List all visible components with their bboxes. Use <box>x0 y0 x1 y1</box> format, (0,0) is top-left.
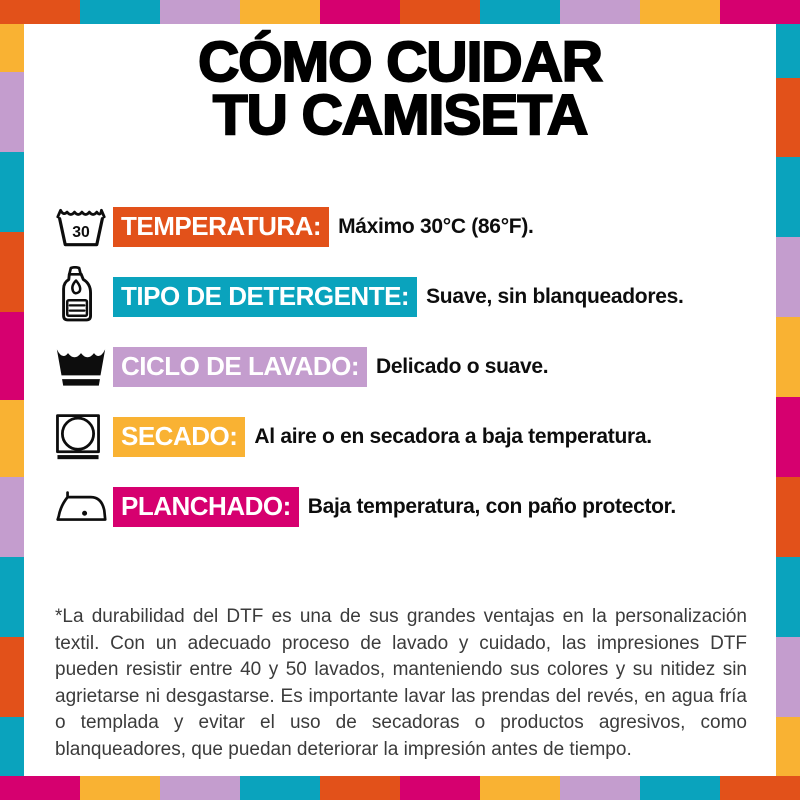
border-square <box>776 637 800 717</box>
detergent-bottle-icon <box>55 272 113 322</box>
care-row-temperatura <box>55 205 755 249</box>
border-square <box>776 317 800 397</box>
border-square <box>160 776 240 800</box>
border-square <box>400 776 480 800</box>
border-square <box>0 776 80 800</box>
care-row-detergente <box>55 275 755 319</box>
border-square <box>0 232 24 312</box>
border-square <box>0 400 24 477</box>
border-square <box>0 152 24 232</box>
care-description: Al aire o en secadora a baja temperatura. <box>254 425 652 448</box>
border-square <box>480 776 560 800</box>
border-square <box>776 397 800 477</box>
care-description: Suave, sin blanqueadores. <box>426 285 684 308</box>
care-label: CICLO DE LAVADO: <box>113 347 367 387</box>
care-label: TIPO DE DETERGENTE: <box>113 277 417 317</box>
border-square <box>0 477 24 557</box>
border-square <box>776 477 800 557</box>
border-square <box>400 0 480 24</box>
border-square <box>720 776 800 800</box>
tumble-dry-icon <box>55 413 113 461</box>
border-square <box>80 0 160 24</box>
border-square <box>0 312 24 400</box>
care-label: PLANCHADO: <box>113 487 299 527</box>
care-instructions-list <box>55 205 755 555</box>
border-square <box>720 0 800 24</box>
border-square <box>0 0 80 24</box>
border-square <box>480 0 560 24</box>
wash-cycle-icon <box>55 344 113 390</box>
wash-30-icon <box>55 205 113 249</box>
care-description: Baja temperatura, con paño protector. <box>307 495 676 518</box>
border-square <box>776 717 800 776</box>
border-square <box>320 0 400 24</box>
border-square <box>0 637 24 717</box>
care-row-ciclo-lavado <box>55 345 755 389</box>
page-title <box>0 30 800 147</box>
border-square <box>320 776 400 800</box>
page-title-line2: TU CAMISETA <box>212 83 588 147</box>
border-square <box>0 557 24 637</box>
border-square <box>776 237 800 317</box>
wash-temperature-number: 30 <box>72 224 90 242</box>
border-square <box>640 0 720 24</box>
footnote-paragraph: *La durabilidad del DTF es una de sus grandes ventajas en la personalización textil. Con un adecuado proceso de lavado y cuidado, las impresiones DTF pueden resistir entre 40 y 50 lavados, manteniendo sus colores y su nitidez sin agrietarse ni desgastarse. Es importante lavar las prendas del revés, en agua fría o templada y evitar el uso de secadoras o productos agresivos, como blanqueadores, que puedan deteriorar la impresión antes de tiempo. <box>55 606 747 760</box>
border-square <box>0 717 24 776</box>
border-square <box>776 157 800 237</box>
care-label: SECADO: <box>113 417 245 457</box>
border-square <box>240 776 320 800</box>
care-row-planchado <box>55 485 755 529</box>
border-square <box>776 557 800 637</box>
border-square <box>560 0 640 24</box>
care-description: Delicado o suave. <box>376 355 549 378</box>
border-square <box>240 0 320 24</box>
iron-icon <box>55 488 113 526</box>
care-row-secado <box>55 415 755 459</box>
care-label: TEMPERATURA: <box>113 207 329 247</box>
border-square <box>80 776 160 800</box>
care-description: Máximo 30°C (86°F). <box>338 215 534 238</box>
page-title-line1: CÓMO CUIDAR <box>198 30 602 94</box>
border-square <box>640 776 720 800</box>
border-square <box>560 776 640 800</box>
border-square <box>160 0 240 24</box>
